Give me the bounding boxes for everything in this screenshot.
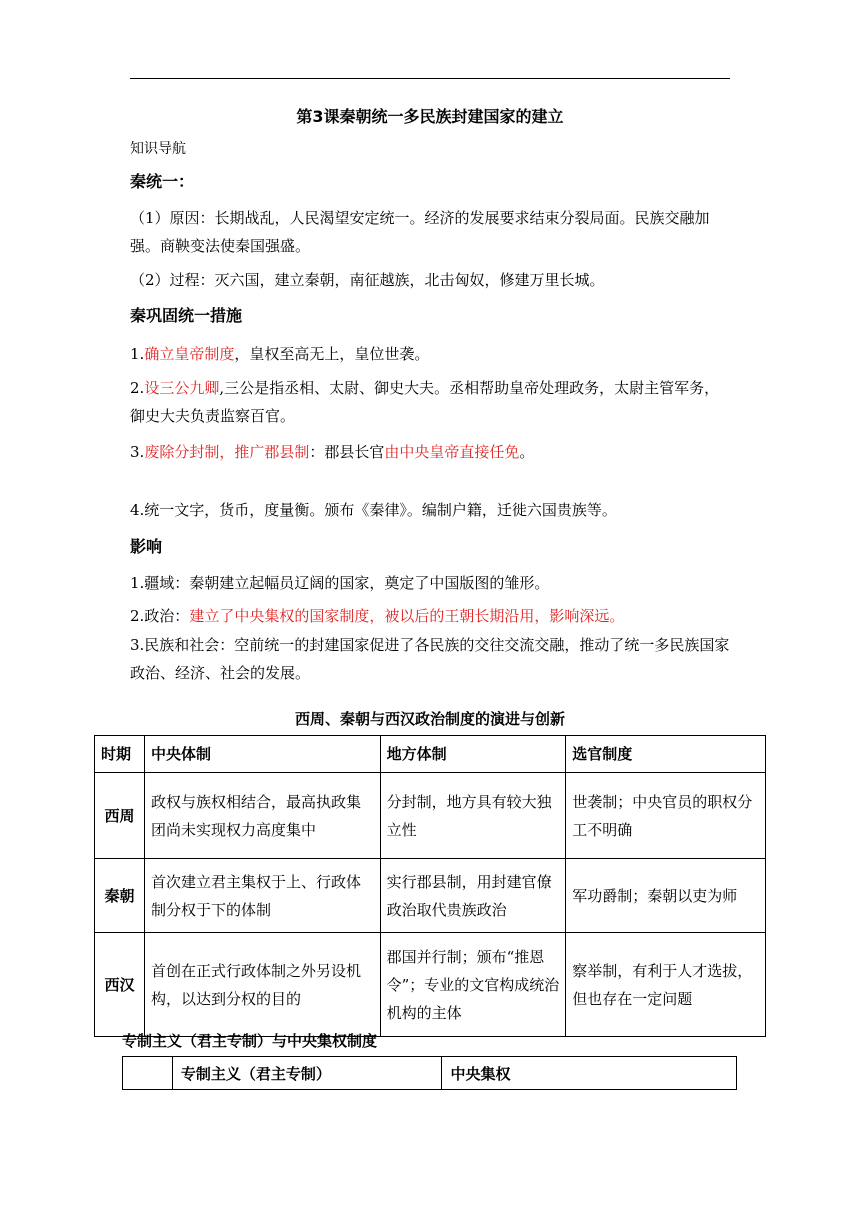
measure-3-text: ：郡县长官 [309, 443, 385, 461]
header-central: 中央体制 [144, 736, 380, 773]
header-period: 时期 [95, 736, 145, 773]
autocracy-table [122, 1056, 737, 1090]
measure-2 [130, 374, 730, 430]
table-cell: 军功爵制；秦朝以吏为师 [566, 859, 766, 933]
period-cell: 西周 [95, 773, 145, 859]
period-cell: 西汉 [95, 933, 145, 1037]
table-header-row [95, 736, 766, 773]
impact-2-label: 2.政治： [130, 607, 190, 625]
header-centralization: 中央集权 [442, 1057, 737, 1090]
table2-caption: 专制主义（君主专制）与中央集权制度 [122, 1032, 378, 1050]
table-cell: 首次建立君主集权于上、行政体制分权于下的体制 [144, 859, 380, 933]
table-header-row [123, 1057, 737, 1090]
measure-3-number: 3. [130, 443, 145, 461]
measure-1 [130, 340, 730, 368]
header-blank [123, 1057, 173, 1090]
table-cell: 分封制，地方具有较大独立性 [380, 773, 566, 859]
table-row [95, 859, 766, 933]
measure-1-highlight: 确立皇帝制度 [144, 345, 235, 363]
measure-4: 4.统一文字，货币，度量衡。颁布《秦律》。编制户籍，迁徙六国贵族等。 [130, 501, 617, 519]
table-cell: 实行郡县制，用封建官僚政治取代贵族政治 [380, 859, 566, 933]
section-heading-measures: 秦巩固统一措施 [130, 306, 243, 325]
measure-1-number: 1. [130, 345, 145, 363]
header-selection: 选官制度 [566, 736, 766, 773]
measure-2-highlight: 设三公九卿 [144, 379, 220, 397]
header-rule [130, 78, 730, 79]
table-cell: 首创在正式行政体制之外另设机构，以达到分权的目的 [144, 933, 380, 1037]
table-cell: 世袭制；中央官员的职权分工不明确 [566, 773, 766, 859]
table-row [95, 773, 766, 859]
table1-caption: 西周、秦朝与西汉政治制度的演进与创新 [294, 710, 565, 728]
impact-3: 3.民族和社会：空前统一的封建国家促进了各民族的交往交流交融，推动了统一多民族国家政治、经济、社会的发展。 [130, 636, 730, 682]
measure-3 [130, 438, 730, 466]
impact-1: 1.疆域：秦朝建立起幅员辽阔的国家，奠定了中国版图的雏形。 [130, 574, 550, 592]
measure-3-end: 。 [519, 443, 535, 461]
period-cell: 秦朝 [95, 859, 145, 933]
header-local: 地方体制 [380, 736, 566, 773]
table-cell: 政权与族权相结合，最高执政集团尚未实现权力高度集中 [144, 773, 380, 859]
measure-3-highlight-2: 由中央皇帝直接任免 [384, 443, 520, 461]
measure-3-highlight: 废除分封制，推广郡县制 [144, 443, 310, 461]
impact-2 [130, 602, 730, 630]
section-heading-impact: 影响 [130, 537, 163, 556]
header-autocracy: 专制主义（君主专制） [172, 1057, 442, 1090]
page-title: 第3课秦朝统一多民族封建国家的建立 [296, 107, 564, 126]
nav-label: 知识导航 [130, 141, 186, 157]
impact-2-highlight: 建立了中央集权的国家制度，被以后的王朝长期沿用，影响深远。 [189, 607, 625, 625]
measure-1-text: ，皇权至高无上，皇位世袭。 [234, 345, 430, 363]
table-cell: 郡国并行制；颁布“推恩令”；专业的文官构成统治机构的主体 [380, 933, 566, 1037]
paragraph-cause: （1）原因：长期战乱，人民渴望安定统一。经济的发展要求结束分裂局面。民族交融加强。商鞅变法使秦国强盛。 [130, 209, 710, 255]
table-cell: 察举制，有利于人才选拔，但也存在一定问题 [566, 933, 766, 1037]
measure-2-number: 2. [130, 379, 145, 397]
paragraph-process: （2）过程：灭六国，建立秦朝，南征越族，北击匈奴，修建万里长城。 [130, 271, 605, 289]
section-heading-unification: 秦统一： [130, 172, 195, 191]
comparison-table [94, 735, 766, 1037]
measure-2-text: ,三公是指丞相、太尉、御史大夫。丞相帮助皇帝处理政务，太尉主管军务，御史大夫负责监察百官。 [130, 379, 720, 425]
table-row [95, 933, 766, 1037]
